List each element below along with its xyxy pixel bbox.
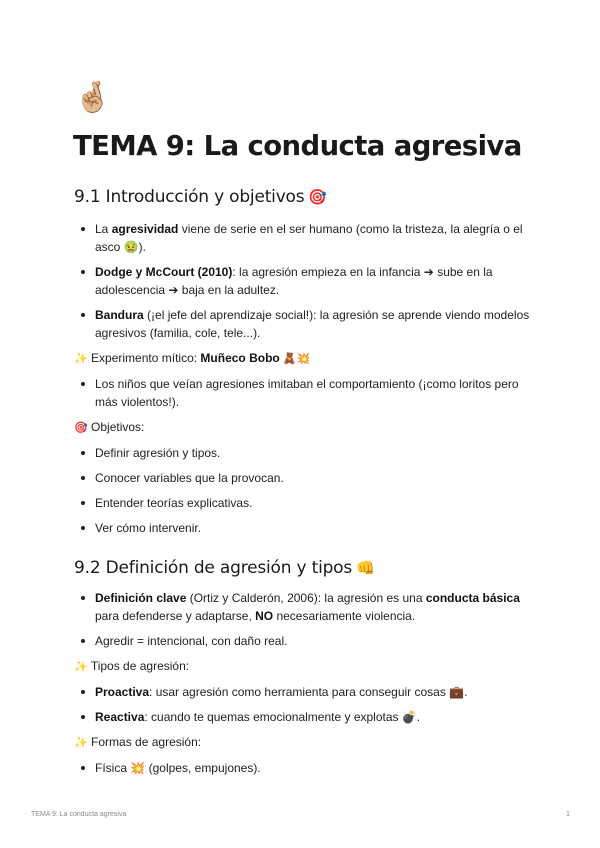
types-paragraph: ✨ Tipos de agresión: <box>74 659 190 673</box>
page-number: 1 <box>566 811 570 818</box>
bullet-dot <box>81 596 85 600</box>
definition-list <box>74 589 534 650</box>
crossed-fingers-icon: 🤞🏼 <box>74 81 112 114</box>
intro-list <box>74 220 534 342</box>
bullet-dot <box>81 715 85 719</box>
experiment-paragraph: ✨ Experimento mítico: Muñeco Bobo 🧸💥 <box>74 351 311 365</box>
target-icon: 🎯 <box>74 422 88 434</box>
bullet-dot <box>81 501 85 505</box>
list-item: Agredir = intencional, con daño real. <box>74 632 534 650</box>
list-item: Bandura (¡el jefe del aprendizaje social!): la agresión se aprende viendo modelos agresivos (familia, cole, tele...). <box>74 306 534 342</box>
sparkles-icon: ✨ <box>74 353 88 365</box>
fist-icon: 👊 <box>356 559 375 577</box>
list-item: Los niños que veían agresiones imitaban el comportamiento (¡como loritos pero más violentos!). <box>74 375 534 411</box>
list-item: Dodge y McCourt (2010): la agresión empieza en la infancia ➔ sube en la adolescencia ➔ baja en la adultez. <box>74 263 534 299</box>
bullet-dot <box>81 639 85 643</box>
list-item: Conocer variables que la provocan. <box>74 469 534 487</box>
list-item: Entender teorías explicativas. <box>74 494 534 512</box>
list-item: Ver cómo intervenir. <box>74 519 534 537</box>
footer-title: TEMA 9: La conducta agresiva <box>31 811 127 818</box>
list-item: Definición clave (Ortiz y Calderón, 2006): la agresión es una conducta básica para defenderse y adaptarse, NO necesariamente violencia. <box>74 589 534 625</box>
teddy-bear-collision-icon: 🧸💥 <box>279 353 311 365</box>
list-item: Definir agresión y tipos. <box>74 444 534 462</box>
bullet-dot <box>81 690 85 694</box>
bullet-dot <box>81 270 85 274</box>
bullet-dot <box>81 382 85 386</box>
objectives-list <box>74 444 534 537</box>
experiment-list <box>74 375 534 411</box>
sparkles-icon: ✨ <box>74 737 88 749</box>
list-item: Física 💥 (golpes, empujones). <box>74 759 534 777</box>
list-item: Proactiva: usar agresión como herramienta para conseguir cosas 💼. <box>74 683 534 701</box>
sparkles-icon: ✨ <box>74 661 88 673</box>
section-heading-definicion <box>74 557 534 579</box>
section-heading-introduccion <box>74 186 534 208</box>
section-heading-text: 9.1 Introducción y objetivos <box>74 187 305 207</box>
page-title: TEMA 9: La conducta agresiva <box>73 130 522 162</box>
target-icon: 🎯 <box>308 188 327 206</box>
bullet-dot <box>81 227 85 231</box>
bullet-dot <box>81 476 85 480</box>
types-list <box>74 683 534 726</box>
forms-list <box>74 759 534 777</box>
document-content <box>74 186 534 784</box>
forms-paragraph: ✨ Formas de agresión: <box>74 735 202 749</box>
list-item: Reactiva: cuando te quemas emocionalmente y explotas 💣. <box>74 708 534 726</box>
section-heading-text: 9.2 Definición de agresión y tipos <box>74 558 353 578</box>
objectives-paragraph: 🎯 Objetivos: <box>74 420 145 434</box>
bullet-dot <box>81 526 85 530</box>
bullet-dot <box>81 451 85 455</box>
list-item: La agresividad viene de serie en el ser humano (como la tristeza, la alegría o el asco 🤢). <box>74 220 534 256</box>
bullet-dot <box>81 766 85 770</box>
bullet-dot <box>81 313 85 317</box>
